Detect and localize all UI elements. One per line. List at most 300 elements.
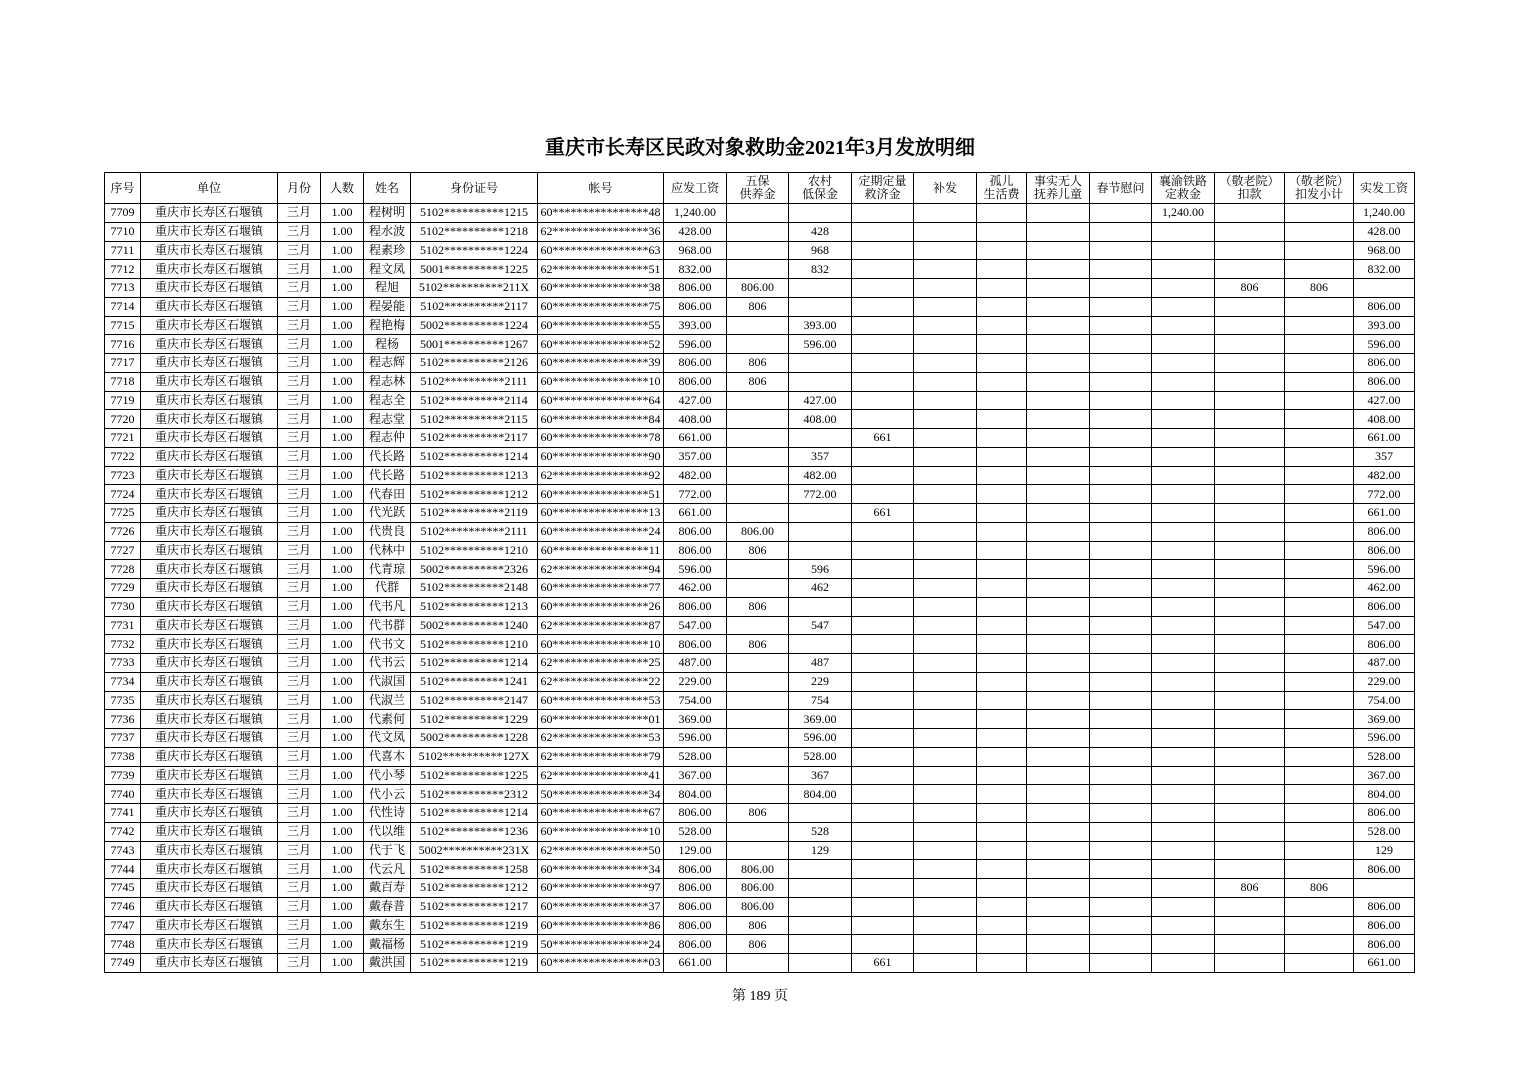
- cell-wubao: [727, 710, 789, 729]
- cell-xiangyu: [1152, 447, 1215, 466]
- cell-xiangyu: [1152, 916, 1215, 935]
- cell-seq: 7719: [105, 391, 141, 410]
- cell-kou: [1215, 635, 1285, 654]
- cell-dibao: [789, 804, 852, 823]
- cell-net: 528.00: [1354, 747, 1415, 766]
- cell-koufa: [1285, 316, 1354, 335]
- cell-xiangyu: [1152, 466, 1215, 485]
- cell-id-no: 5102**********1241: [411, 672, 538, 691]
- cell-name: 程素珍: [364, 241, 411, 260]
- cell-month: 三月: [278, 504, 321, 523]
- cell-chunjie: [1090, 522, 1152, 541]
- cell-seq: 7738: [105, 747, 141, 766]
- cell-name: 程旭: [364, 279, 411, 298]
- cell-seq: 7722: [105, 447, 141, 466]
- cell-guer: [977, 579, 1027, 598]
- cell-bufa: [914, 841, 977, 860]
- cell-chunjie: [1090, 691, 1152, 710]
- cell-account: 62****************79: [538, 747, 664, 766]
- cell-kou: [1215, 672, 1285, 691]
- cell-koufa: [1285, 804, 1354, 823]
- cell-gross: 832.00: [664, 260, 727, 279]
- col-header-wubao: 五保 供养金: [727, 173, 789, 204]
- cell-dibao: 367: [789, 766, 852, 785]
- cell-wubao: 806: [727, 372, 789, 391]
- cell-koufa: [1285, 841, 1354, 860]
- cell-kou: [1215, 729, 1285, 748]
- cell-gross: 427.00: [664, 391, 727, 410]
- cell-dibao: 229: [789, 672, 852, 691]
- cell-name: 代书凡: [364, 597, 411, 616]
- cell-dingqi: [852, 710, 914, 729]
- cell-guer: [977, 222, 1027, 241]
- cell-dibao: 357: [789, 447, 852, 466]
- cell-gross: 528.00: [664, 822, 727, 841]
- cell-dingqi: [852, 316, 914, 335]
- cell-id-no: 5102**********1210: [411, 635, 538, 654]
- cell-koufa: [1285, 447, 1354, 466]
- cell-name: 代性诗: [364, 804, 411, 823]
- cell-kou: [1215, 354, 1285, 373]
- cell-month: 三月: [278, 466, 321, 485]
- col-header-gross: 应发工资: [664, 173, 727, 204]
- cell-guer: [977, 822, 1027, 841]
- cell-shishi: [1027, 879, 1090, 898]
- cell-account: 60****************37: [538, 897, 664, 916]
- table-row: [105, 260, 1415, 279]
- cell-dingqi: [852, 522, 914, 541]
- cell-month: 三月: [278, 579, 321, 598]
- cell-chunjie: [1090, 654, 1152, 673]
- cell-dingqi: [852, 616, 914, 635]
- cell-unit: 重庆市长寿区石堰镇: [141, 579, 278, 598]
- cell-count: 1.00: [321, 279, 364, 298]
- cell-id-no: 5102**********2114: [411, 391, 538, 410]
- cell-wubao: [727, 485, 789, 504]
- cell-count: 1.00: [321, 785, 364, 804]
- cell-seq: 7746: [105, 897, 141, 916]
- cell-dingqi: [852, 841, 914, 860]
- cell-shishi: [1027, 522, 1090, 541]
- cell-gross: 428.00: [664, 222, 727, 241]
- cell-bufa: [914, 785, 977, 804]
- cell-month: 三月: [278, 316, 321, 335]
- cell-bufa: [914, 222, 977, 241]
- cell-gross: 482.00: [664, 466, 727, 485]
- cell-shishi: [1027, 579, 1090, 598]
- cell-seq: 7737: [105, 729, 141, 748]
- cell-kou: [1215, 297, 1285, 316]
- cell-unit: 重庆市长寿区石堰镇: [141, 297, 278, 316]
- cell-bufa: [914, 729, 977, 748]
- cell-dibao: [789, 354, 852, 373]
- cell-account: 60****************38: [538, 279, 664, 298]
- cell-kou: [1215, 447, 1285, 466]
- cell-shishi: [1027, 822, 1090, 841]
- cell-dingqi: [852, 635, 914, 654]
- cell-bufa: [914, 504, 977, 523]
- cell-koufa: [1285, 691, 1354, 710]
- cell-xiangyu: [1152, 297, 1215, 316]
- cell-month: 三月: [278, 691, 321, 710]
- cell-kou: [1215, 410, 1285, 429]
- cell-count: 1.00: [321, 672, 364, 691]
- col-header-unit: 单位: [141, 173, 278, 204]
- cell-chunjie: [1090, 372, 1152, 391]
- cell-dingqi: [852, 804, 914, 823]
- cell-month: 三月: [278, 372, 321, 391]
- cell-kou: [1215, 954, 1285, 973]
- cell-xiangyu: [1152, 822, 1215, 841]
- cell-koufa: [1285, 466, 1354, 485]
- cell-month: 三月: [278, 766, 321, 785]
- cell-seq: 7732: [105, 635, 141, 654]
- cell-account: 60****************10: [538, 822, 664, 841]
- cell-chunjie: [1090, 429, 1152, 448]
- cell-dingqi: [852, 729, 914, 748]
- cell-koufa: [1285, 729, 1354, 748]
- table-row: [105, 710, 1415, 729]
- cell-net: 806.00: [1354, 635, 1415, 654]
- cell-dingqi: [852, 297, 914, 316]
- table-row: [105, 597, 1415, 616]
- cell-bufa: [914, 597, 977, 616]
- cell-bufa: [914, 241, 977, 260]
- cell-unit: 重庆市长寿区石堰镇: [141, 279, 278, 298]
- cell-kou: [1215, 560, 1285, 579]
- cell-kou: [1215, 747, 1285, 766]
- cell-month: 三月: [278, 935, 321, 954]
- cell-wubao: 806.00: [727, 897, 789, 916]
- cell-xiangyu: [1152, 841, 1215, 860]
- cell-count: 1.00: [321, 391, 364, 410]
- cell-wubao: [727, 391, 789, 410]
- cell-guer: [977, 935, 1027, 954]
- table-row: [105, 241, 1415, 260]
- cell-guer: [977, 616, 1027, 635]
- cell-guer: [977, 766, 1027, 785]
- cell-net: 661.00: [1354, 429, 1415, 448]
- cell-wubao: [727, 785, 789, 804]
- cell-unit: 重庆市长寿区石堰镇: [141, 729, 278, 748]
- cell-bufa: [914, 747, 977, 766]
- cell-chunjie: [1090, 747, 1152, 766]
- cell-kou: [1215, 597, 1285, 616]
- cell-xiangyu: [1152, 222, 1215, 241]
- table-row: [105, 729, 1415, 748]
- col-header-dibao: 农村 低保金: [789, 173, 852, 204]
- cell-name: 代贵良: [364, 522, 411, 541]
- cell-gross: 806.00: [664, 372, 727, 391]
- table-row: [105, 522, 1415, 541]
- cell-wubao: [727, 504, 789, 523]
- cell-dibao: [789, 297, 852, 316]
- cell-dingqi: 661: [852, 504, 914, 523]
- cell-xiangyu: [1152, 954, 1215, 973]
- cell-unit: 重庆市长寿区石堰镇: [141, 485, 278, 504]
- cell-dingqi: [852, 260, 914, 279]
- cell-net: 806.00: [1354, 804, 1415, 823]
- cell-chunjie: [1090, 710, 1152, 729]
- cell-net: 754.00: [1354, 691, 1415, 710]
- cell-name: 代淑国: [364, 672, 411, 691]
- cell-dingqi: [852, 410, 914, 429]
- cell-dingqi: 661: [852, 954, 914, 973]
- cell-dibao: 528.00: [789, 747, 852, 766]
- cell-chunjie: [1090, 785, 1152, 804]
- cell-kou: [1215, 541, 1285, 560]
- cell-account: 60****************51: [538, 485, 664, 504]
- cell-count: 1.00: [321, 616, 364, 635]
- cell-guer: [977, 560, 1027, 579]
- cell-kou: [1215, 841, 1285, 860]
- cell-bufa: [914, 691, 977, 710]
- col-header-shishi: 事实无人 抚养儿童: [1027, 173, 1090, 204]
- cell-koufa: [1285, 766, 1354, 785]
- cell-chunjie: [1090, 879, 1152, 898]
- cell-count: 1.00: [321, 316, 364, 335]
- cell-kou: [1215, 429, 1285, 448]
- cell-unit: 重庆市长寿区石堰镇: [141, 785, 278, 804]
- cell-month: 三月: [278, 860, 321, 879]
- cell-xiangyu: [1152, 691, 1215, 710]
- cell-kou: [1215, 860, 1285, 879]
- col-header-chunjie: 春节慰问: [1090, 173, 1152, 204]
- cell-unit: 重庆市长寿区石堰镇: [141, 860, 278, 879]
- cell-unit: 重庆市长寿区石堰镇: [141, 410, 278, 429]
- cell-kou: [1215, 316, 1285, 335]
- cell-account: 60****************64: [538, 391, 664, 410]
- cell-account: 60****************10: [538, 635, 664, 654]
- cell-chunjie: [1090, 410, 1152, 429]
- cell-seq: 7740: [105, 785, 141, 804]
- cell-seq: 7741: [105, 804, 141, 823]
- cell-kou: 806: [1215, 279, 1285, 298]
- cell-dibao: [789, 372, 852, 391]
- cell-count: 1.00: [321, 860, 364, 879]
- table-row: [105, 785, 1415, 804]
- cell-net: 806.00: [1354, 354, 1415, 373]
- cell-id-no: 5002**********231X: [411, 841, 538, 860]
- cell-id-no: 5102**********1213: [411, 597, 538, 616]
- cell-chunjie: [1090, 935, 1152, 954]
- cell-id-no: 5102**********2126: [411, 354, 538, 373]
- cell-guer: [977, 466, 1027, 485]
- cell-gross: 661.00: [664, 954, 727, 973]
- cell-dibao: 754: [789, 691, 852, 710]
- cell-chunjie: [1090, 279, 1152, 298]
- cell-month: 三月: [278, 391, 321, 410]
- cell-shishi: [1027, 222, 1090, 241]
- cell-dingqi: [852, 747, 914, 766]
- cell-shishi: [1027, 316, 1090, 335]
- cell-xiangyu: [1152, 729, 1215, 748]
- table-row: [105, 691, 1415, 710]
- cell-name: 代书群: [364, 616, 411, 635]
- cell-wubao: 806: [727, 635, 789, 654]
- cell-xiangyu: [1152, 316, 1215, 335]
- cell-account: 60****************24: [538, 522, 664, 541]
- cell-shishi: [1027, 410, 1090, 429]
- cell-chunjie: [1090, 560, 1152, 579]
- cell-kou: [1215, 616, 1285, 635]
- cell-month: 三月: [278, 729, 321, 748]
- cell-unit: 重庆市长寿区石堰镇: [141, 935, 278, 954]
- cell-net: 229.00: [1354, 672, 1415, 691]
- cell-shishi: [1027, 747, 1090, 766]
- cell-shishi: [1027, 954, 1090, 973]
- cell-guer: [977, 354, 1027, 373]
- cell-guer: [977, 916, 1027, 935]
- cell-net: 968.00: [1354, 241, 1415, 260]
- cell-wubao: 806: [727, 597, 789, 616]
- col-header-dingqi: 定期定量 救济金: [852, 173, 914, 204]
- cell-account: 60****************84: [538, 410, 664, 429]
- cell-unit: 重庆市长寿区石堰镇: [141, 691, 278, 710]
- cell-shishi: [1027, 897, 1090, 916]
- cell-id-no: 5102**********2119: [411, 504, 538, 523]
- cell-wubao: [727, 841, 789, 860]
- cell-dingqi: [852, 279, 914, 298]
- cell-koufa: [1285, 335, 1354, 354]
- cell-name: 程志林: [364, 372, 411, 391]
- cell-id-no: 5002**********1224: [411, 316, 538, 335]
- cell-account: 60****************67: [538, 804, 664, 823]
- cell-wubao: [727, 954, 789, 973]
- cell-count: 1.00: [321, 560, 364, 579]
- cell-shishi: [1027, 560, 1090, 579]
- cell-seq: 7734: [105, 672, 141, 691]
- cell-net: 806.00: [1354, 935, 1415, 954]
- cell-dingqi: [852, 541, 914, 560]
- cell-gross: 367.00: [664, 766, 727, 785]
- table-row: [105, 204, 1415, 223]
- cell-id-no: 5102**********1214: [411, 654, 538, 673]
- cell-dingqi: [852, 691, 914, 710]
- cell-xiangyu: [1152, 897, 1215, 916]
- cell-dibao: [789, 860, 852, 879]
- cell-name: 程艳梅: [364, 316, 411, 335]
- cell-wubao: [727, 729, 789, 748]
- table-row: [105, 654, 1415, 673]
- cell-dibao: 369.00: [789, 710, 852, 729]
- cell-month: 三月: [278, 954, 321, 973]
- cell-koufa: [1285, 785, 1354, 804]
- cell-name: 代长路: [364, 447, 411, 466]
- cell-bufa: [914, 429, 977, 448]
- cell-shishi: [1027, 279, 1090, 298]
- cell-gross: 661.00: [664, 504, 727, 523]
- cell-net: 806.00: [1354, 597, 1415, 616]
- cell-id-no: 5102**********2111: [411, 372, 538, 391]
- cell-shishi: [1027, 466, 1090, 485]
- cell-kou: [1215, 504, 1285, 523]
- cell-bufa: [914, 635, 977, 654]
- cell-seq: 7749: [105, 954, 141, 973]
- cell-count: 1.00: [321, 954, 364, 973]
- cell-seq: 7710: [105, 222, 141, 241]
- cell-guer: [977, 897, 1027, 916]
- cell-shishi: [1027, 260, 1090, 279]
- cell-guer: [977, 447, 1027, 466]
- cell-xiangyu: [1152, 747, 1215, 766]
- cell-guer: [977, 241, 1027, 260]
- cell-net: 462.00: [1354, 579, 1415, 598]
- cell-unit: 重庆市长寿区石堰镇: [141, 391, 278, 410]
- cell-id-no: 5102**********1229: [411, 710, 538, 729]
- cell-account: 60****************10: [538, 372, 664, 391]
- cell-account: 62****************51: [538, 260, 664, 279]
- cell-guer: [977, 522, 1027, 541]
- cell-shishi: [1027, 297, 1090, 316]
- cell-month: 三月: [278, 204, 321, 223]
- cell-shishi: [1027, 391, 1090, 410]
- cell-name: 程志仲: [364, 429, 411, 448]
- cell-id-no: 5002**********2326: [411, 560, 538, 579]
- cell-dibao: [789, 279, 852, 298]
- cell-account: 60****************86: [538, 916, 664, 935]
- cell-dibao: 772.00: [789, 485, 852, 504]
- cell-bufa: [914, 916, 977, 935]
- cell-xiangyu: [1152, 672, 1215, 691]
- cell-count: 1.00: [321, 485, 364, 504]
- table-row: [105, 466, 1415, 485]
- cell-xiangyu: [1152, 372, 1215, 391]
- cell-guer: [977, 841, 1027, 860]
- cell-shishi: [1027, 635, 1090, 654]
- cell-xiangyu: [1152, 485, 1215, 504]
- cell-wubao: [727, 429, 789, 448]
- cell-dingqi: [852, 672, 914, 691]
- cell-unit: 重庆市长寿区石堰镇: [141, 447, 278, 466]
- cell-seq: 7718: [105, 372, 141, 391]
- cell-id-no: 5102**********1210: [411, 541, 538, 560]
- cell-wubao: [727, 691, 789, 710]
- cell-koufa: [1285, 204, 1354, 223]
- table-row: [105, 635, 1415, 654]
- cell-bufa: [914, 710, 977, 729]
- payment-table: [104, 172, 1415, 973]
- table-row: [105, 429, 1415, 448]
- cell-guer: [977, 391, 1027, 410]
- cell-net: 547.00: [1354, 616, 1415, 635]
- cell-name: 戴福杨: [364, 935, 411, 954]
- cell-koufa: 806: [1285, 279, 1354, 298]
- cell-shishi: [1027, 785, 1090, 804]
- cell-wubao: [727, 260, 789, 279]
- cell-month: 三月: [278, 616, 321, 635]
- cell-guer: [977, 429, 1027, 448]
- cell-month: 三月: [278, 654, 321, 673]
- document-title: 重庆市长寿区民政对象救助金2021年3月发放明细: [545, 137, 975, 159]
- cell-seq: 7736: [105, 710, 141, 729]
- cell-kou: 806: [1215, 879, 1285, 898]
- cell-gross: 596.00: [664, 729, 727, 748]
- cell-guer: [977, 785, 1027, 804]
- cell-chunjie: [1090, 204, 1152, 223]
- cell-month: 三月: [278, 841, 321, 860]
- cell-month: 三月: [278, 297, 321, 316]
- cell-month: 三月: [278, 222, 321, 241]
- cell-seq: 7727: [105, 541, 141, 560]
- cell-gross: 661.00: [664, 429, 727, 448]
- cell-dingqi: [852, 654, 914, 673]
- table-body: [105, 204, 1415, 973]
- cell-count: 1.00: [321, 297, 364, 316]
- cell-dibao: 462: [789, 579, 852, 598]
- cell-unit: 重庆市长寿区石堰镇: [141, 429, 278, 448]
- cell-month: 三月: [278, 635, 321, 654]
